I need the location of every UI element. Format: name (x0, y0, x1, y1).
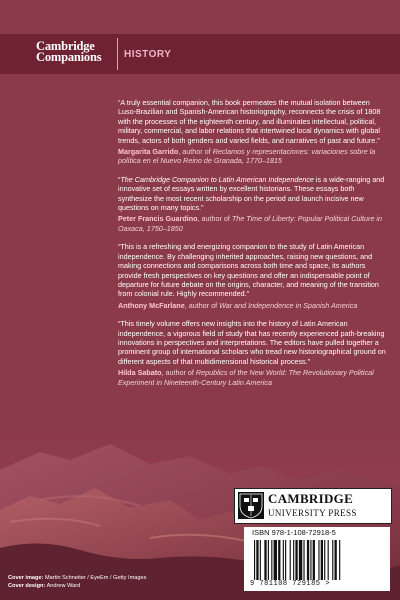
series-label: HISTORY (124, 49, 172, 60)
endorsement-work: War and Independence in Spanish America (219, 300, 358, 310)
endorsement-author: Margarita Garrido (118, 147, 179, 157)
endorsement-text: “This timely volume offers new insights into the history of Latin American independence, a vigorous field of study that has recently experienced path-breaking innovations in perspectives and interpretations. The editors have pulled together a prominent group of international scholars who tread new historiographical ground on different aspects of that multidimensional historical process.” (118, 319, 386, 366)
barcode-bar (303, 540, 304, 580)
brand-line1: Cambridge (36, 39, 95, 53)
endorsement-attribution (118, 368, 388, 387)
barcode-bar (274, 540, 277, 580)
endorsement-attribution (118, 147, 388, 166)
barcode-bar (321, 540, 323, 580)
cover-credits (8, 574, 146, 590)
barcode-bar (324, 540, 325, 580)
endorsement-author: Peter Francis Guardino (118, 214, 198, 224)
endorsement-author: Hilda Sabato (118, 368, 162, 378)
endorsement (118, 242, 388, 310)
barcode-bar (307, 540, 309, 580)
book-title-mention: The Cambridge Companion to Latin American Independence (120, 174, 314, 184)
barcode-bar (299, 540, 302, 580)
barcode-bar (295, 540, 297, 580)
barcode-bar (278, 540, 280, 580)
author-of: , author of (197, 214, 232, 224)
endorsement-attribution (118, 301, 388, 310)
barcode-bar (335, 540, 337, 580)
barcode-bar (313, 540, 315, 580)
barcode-bar (268, 540, 269, 580)
endorsements (118, 98, 388, 396)
university-shield-icon (238, 492, 264, 519)
isbn-barcode (244, 527, 390, 591)
endorsement-author: Anthony McFarlane (118, 300, 185, 310)
endorsement-work: Republics of the New World: The Revolutionary Political Experiment in Nineteenth-Century Latin America (118, 368, 374, 387)
cover-image-credit (8, 574, 146, 582)
brand-divider (117, 38, 118, 70)
barcode-bar (318, 540, 319, 580)
publisher-subname: UNIVERSITY PRESS (268, 508, 357, 518)
barcode-digits: 9 781108 729185 > (250, 580, 330, 588)
publisher-logo (234, 488, 392, 524)
credit-label: Cover design: (8, 583, 46, 589)
endorsement-text: “A truly essential companion, this book permeates the mutual isolation between Luso-Brazilian and Spanish-American historiography, reconnects the crisis of 1808 with the processes of the eighteenth century, and illuminates intellectual, political, military, commercial, and labor relations that intertwined local dynamics with global trends, actors of both genders and varied fields, and narratives of past and future.” (118, 98, 381, 145)
barcode-bar (260, 540, 261, 580)
cover-design-credit (8, 582, 146, 590)
series-brand (36, 41, 101, 63)
barcode-bar (310, 540, 311, 580)
author-of: , author of (184, 300, 220, 310)
barcode-bar (254, 540, 255, 580)
endorsement-work: Reclamos y representaciones: variaciones sobre la política en el Nuevo Reino de Granada, 1770–1815 (118, 147, 376, 166)
quote-rest: is a wide-ranging and innovative set of essays written by excellent historians. These essays both synthesize the most recent scholarship on the period and launch incisive new questions on many topics.” (118, 174, 385, 213)
endorsement (118, 175, 388, 233)
barcode-bar (293, 540, 294, 580)
author-of: , author of (161, 368, 196, 378)
barcode-bar (290, 540, 291, 580)
barcode-bar (271, 540, 272, 580)
credit-value: Andrew Ward (46, 583, 81, 589)
barcode-bar (264, 540, 266, 580)
publisher-name: CAMBRIDGE (268, 491, 354, 506)
endorsement (118, 319, 388, 387)
quote-open: “ (118, 174, 121, 184)
endorsement-text (118, 175, 388, 213)
endorsement (118, 98, 388, 166)
brand-line2: Companions (36, 50, 102, 64)
credit-value: Martin Schneiter / EyeEm / Getty Images (45, 575, 147, 581)
barcode-bar (256, 540, 258, 580)
barcode-bar (328, 540, 329, 580)
author-of: , author of (178, 147, 213, 157)
endorsement-work: The Time of Liberty: Popular Political Culture in Oaxaca, 1750–1850 (118, 214, 383, 233)
barcode-bar (332, 540, 333, 580)
isbn-label: ISBN 978-1-108-72918-5 (252, 528, 336, 537)
endorsement-attribution (118, 214, 388, 233)
endorsement-text: “This is a refreshing and energizing companion to the study of Latin American independence. By challenging inherited approaches, raising new questions, and making connections and comparisons across both time and space, its authors provide fresh perspectives on key questions and offer an indispensable point of departure for future debate on the origins, character, and meaning of the transition from colonial rule. Highly recommended.” (118, 242, 379, 299)
credit-label: Cover image: (8, 575, 44, 581)
barcode-bars (254, 540, 380, 580)
barcode-bar (283, 540, 284, 580)
barcode-bar (339, 540, 340, 580)
barcode-bar (285, 540, 286, 580)
